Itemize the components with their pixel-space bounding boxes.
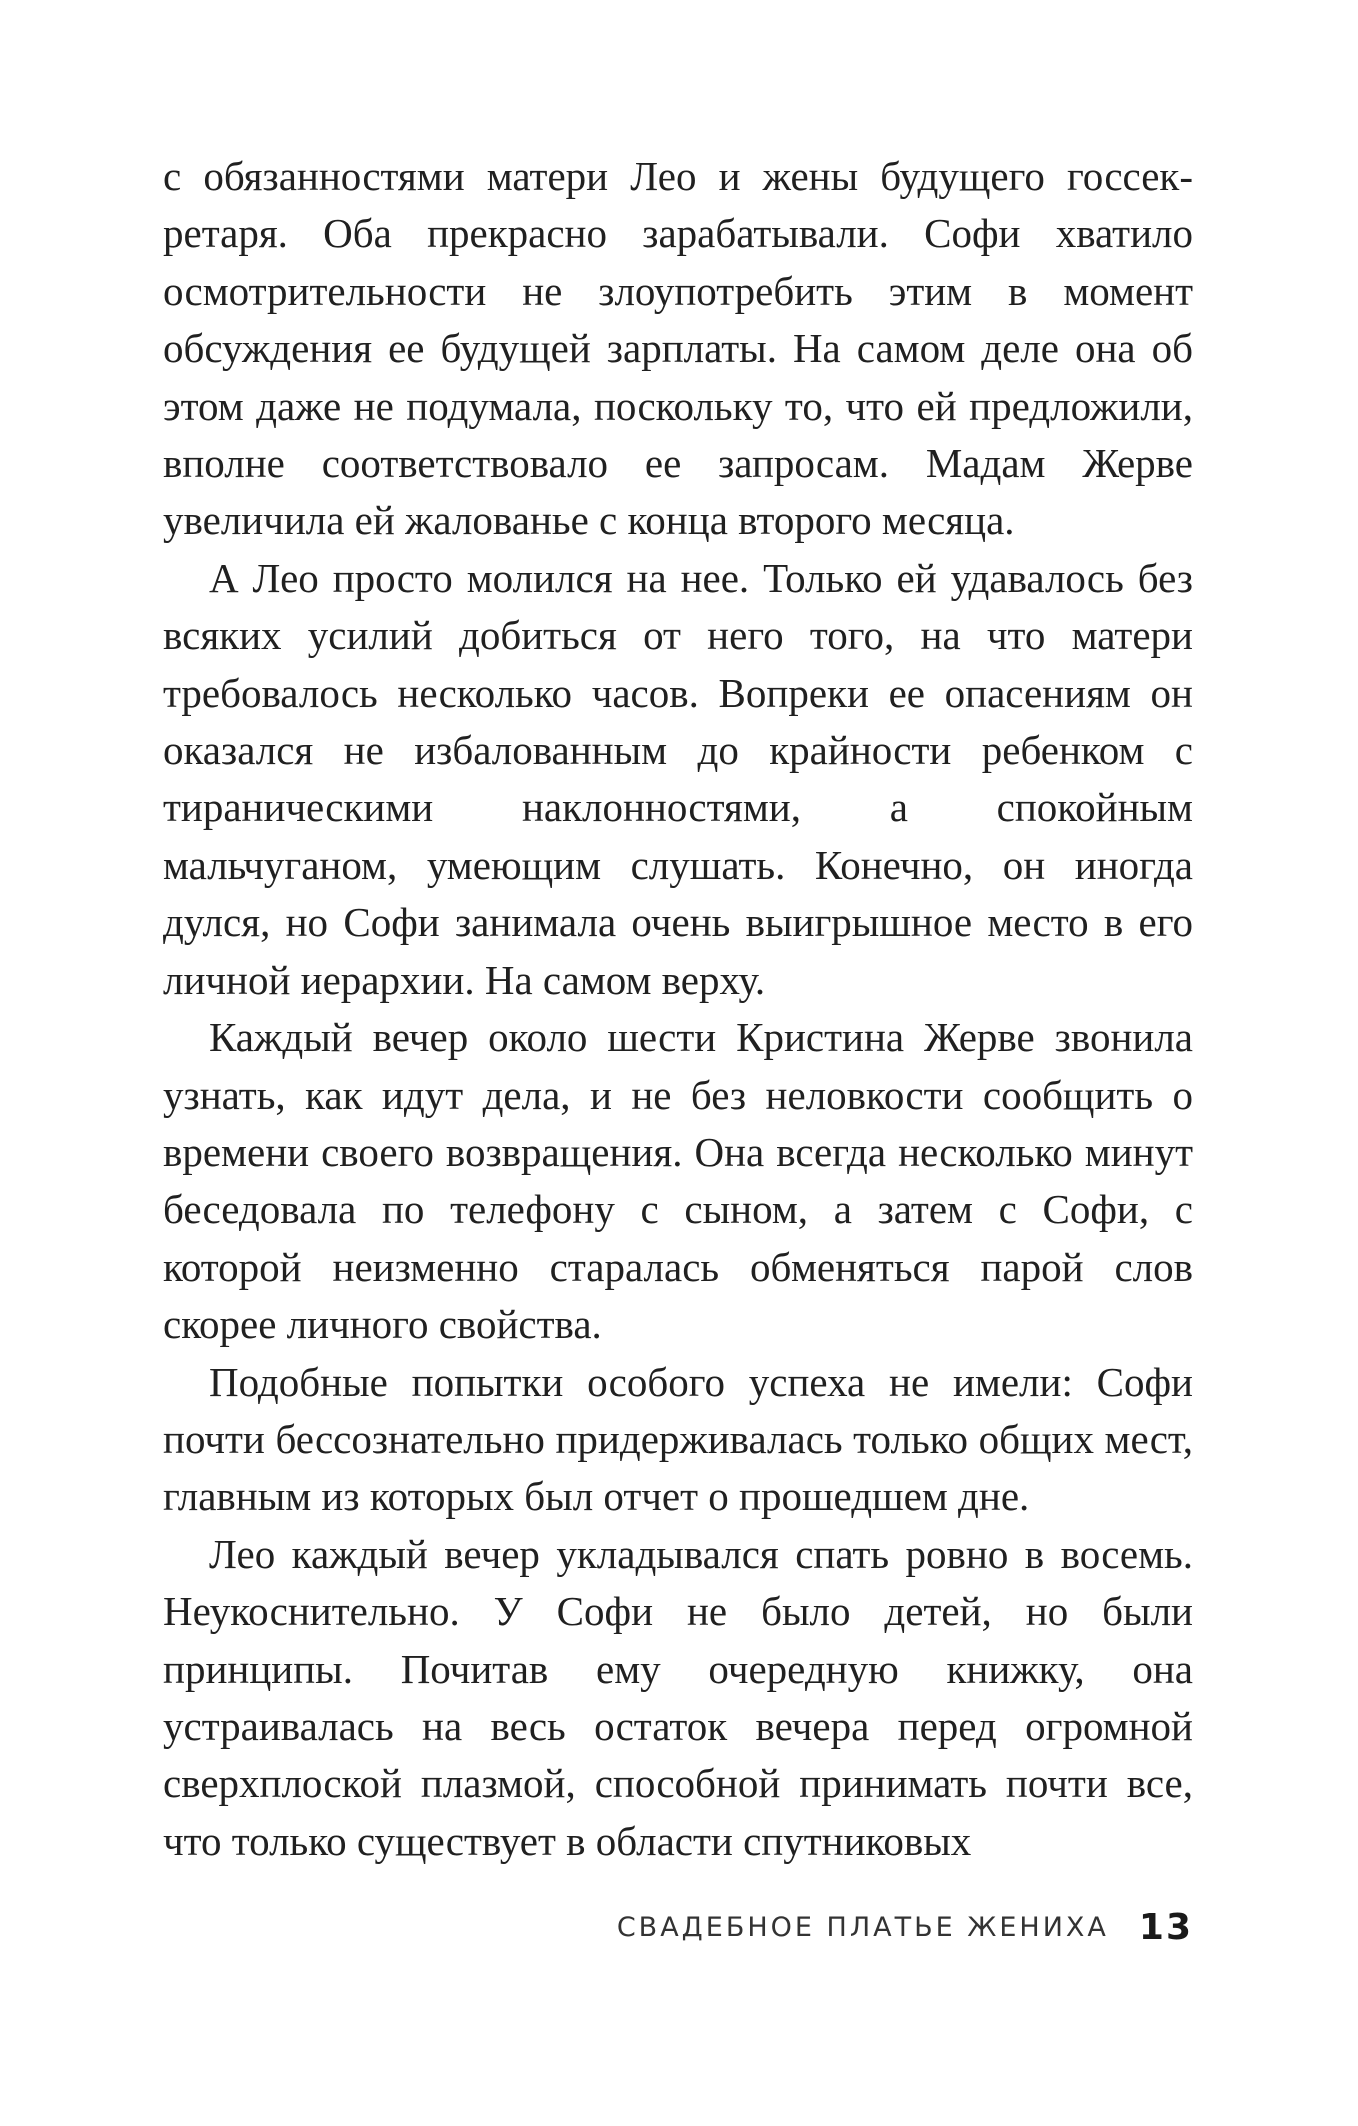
paragraph-4: Подобные попытки особого успеха не имели: Софи почти бессознательно придерживалась только общих мест, главным из которых был отчет о прошедшем дне. [163,1358,1193,1520]
page-number: 13 [1138,1906,1193,1948]
paragraph-5: Лео каждый вечер укладывался спать ровно в восемь. Неукоснительно. У Софи не было детей, но были принципы. Почитав ему очередную книжку, она устраивалась на весь остаток вечера перед огромной сверхплоской плазмой, способной принимать почти все, что только существует в области спутниковых [163,1530,1193,1864]
body-text [163,148,1193,1870]
page-footer [560,1902,1193,1952]
paragraph-3: Каждый вечер около шести Кристина Жерве звонила узнать, как идут дела, и не без неловкости сообщить о времени своего возвращения. Она всегда несколько минут беседовала по телефону с сыном, а затем с Софи, с которой неизменно старалась обменяться парой слов скорее личного свойства. [163,1014,1193,1348]
paragraph-2: А Лео просто молился на нее. Только ей удавалось без всяких усилий добиться от него того, на что матери требовалось несколько часов. Вопреки ее опасениям он оказался не избалованным до крайности ребенком с тираническими наклонностями, а спокойным мальчуганом, умеющим слушать. Конечно, он иногда дулся, но Софи занимала очень выигрышное место в его личной иерархии. На самом верху. [163,554,1193,1003]
running-title: СВАДЕБНОЕ ПЛАТЬЕ ЖЕНИХА [616,1911,1109,1943]
paragraph-1: с обязанностями матери Лео и жены будущего госсекретаря. Оба прекрасно зарабатывали. Софи хватило осмотрительности не злоупотребить этим в момент обсуждения ее будущей зарплаты. На самом деле она об этом даже не подумала, поскольку то, что ей предложили, вполне соответствовало ее запросам. Мадам Жерве увеличила ей жалованье с конца второго месяца. [163,153,1193,544]
